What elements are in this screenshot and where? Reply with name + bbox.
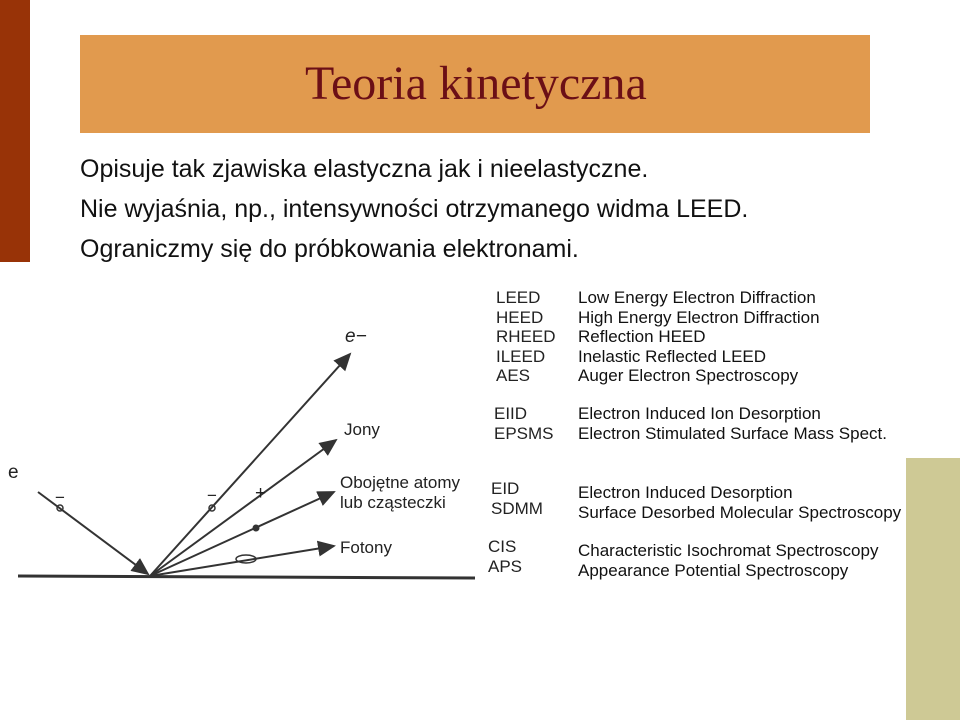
full-group-neutrals — [578, 483, 901, 522]
abbr-item: EID — [491, 479, 520, 498]
left-accent-bar — [0, 0, 30, 262]
abbr-item: RHEED — [496, 327, 556, 346]
bullet-item: Nie wyjaśnia, np., intensywności otrzymanego widma LEED. — [80, 195, 749, 223]
incoming-electron-label: e — [8, 462, 19, 483]
full-item: Characteristic Isochromat Spectroscopy — [578, 541, 879, 560]
abbr-item: EIID — [494, 404, 528, 423]
full-item: Auger Electron Spectroscopy — [578, 366, 799, 385]
abbr-item: LEED — [496, 288, 541, 307]
photons-arrow — [150, 546, 334, 576]
right-accent-bar — [906, 458, 960, 720]
full-item: Electron Induced Desorption — [578, 483, 793, 502]
scattering-diagram — [0, 270, 480, 600]
abbr-group-photons — [488, 537, 522, 576]
surface-line — [18, 576, 475, 578]
abbr-group-electrons — [496, 288, 556, 386]
neutral-particle — [253, 525, 260, 532]
full-group-electrons — [578, 288, 820, 386]
neutral-label-line2: lub cząsteczki — [340, 493, 446, 512]
bullet-item: Ograniczmy się do próbkowania elektronami. — [80, 235, 579, 263]
minus-sign-incoming: − — [55, 488, 65, 507]
neutral-label-line1: Obojętne atomy — [340, 473, 461, 492]
abbr-group-ions — [494, 404, 554, 443]
full-item: Appearance Potential Spectroscopy — [578, 560, 849, 580]
photons-label: Fotony — [340, 538, 392, 557]
full-item: Surface Desorbed Molecular Spectroscopy — [578, 502, 902, 522]
ions-label: Jony — [344, 420, 380, 439]
plus-sign: + — [255, 483, 267, 504]
bullet-item: Opisuje tak zjawiska elastyczna jak i nieelastyczne. — [80, 155, 649, 183]
electron-out-label: e− — [345, 326, 367, 347]
full-item: Low Energy Electron Diffraction — [578, 288, 816, 307]
abbr-item: APS — [488, 556, 523, 576]
abbr-group-neutrals — [491, 479, 543, 518]
full-item: Reflection HEED — [578, 327, 706, 346]
full-item: Electron Stimulated Surface Mass Spect. — [578, 423, 887, 443]
abbr-item: EPSMS — [494, 423, 554, 443]
abbr-item: AES — [496, 366, 531, 385]
full-group-ions — [578, 404, 887, 443]
bullet-list — [80, 149, 748, 269]
full-group-photons — [578, 541, 878, 580]
full-item: High Energy Electron Diffraction — [578, 307, 820, 327]
abbr-item: SDMM — [491, 498, 543, 518]
abbr-item: ILEED — [496, 346, 546, 366]
abbr-item: CIS — [488, 537, 517, 556]
full-item: Electron Induced Ion Desorption — [578, 404, 821, 423]
electron-out-arrow — [150, 354, 350, 576]
abbr-item: HEED — [496, 307, 544, 327]
slide-title: Teoria kinetyczna — [305, 57, 647, 110]
full-item: Inelastic Reflected LEED — [578, 346, 767, 366]
minus-sign-out: − — [207, 486, 217, 505]
